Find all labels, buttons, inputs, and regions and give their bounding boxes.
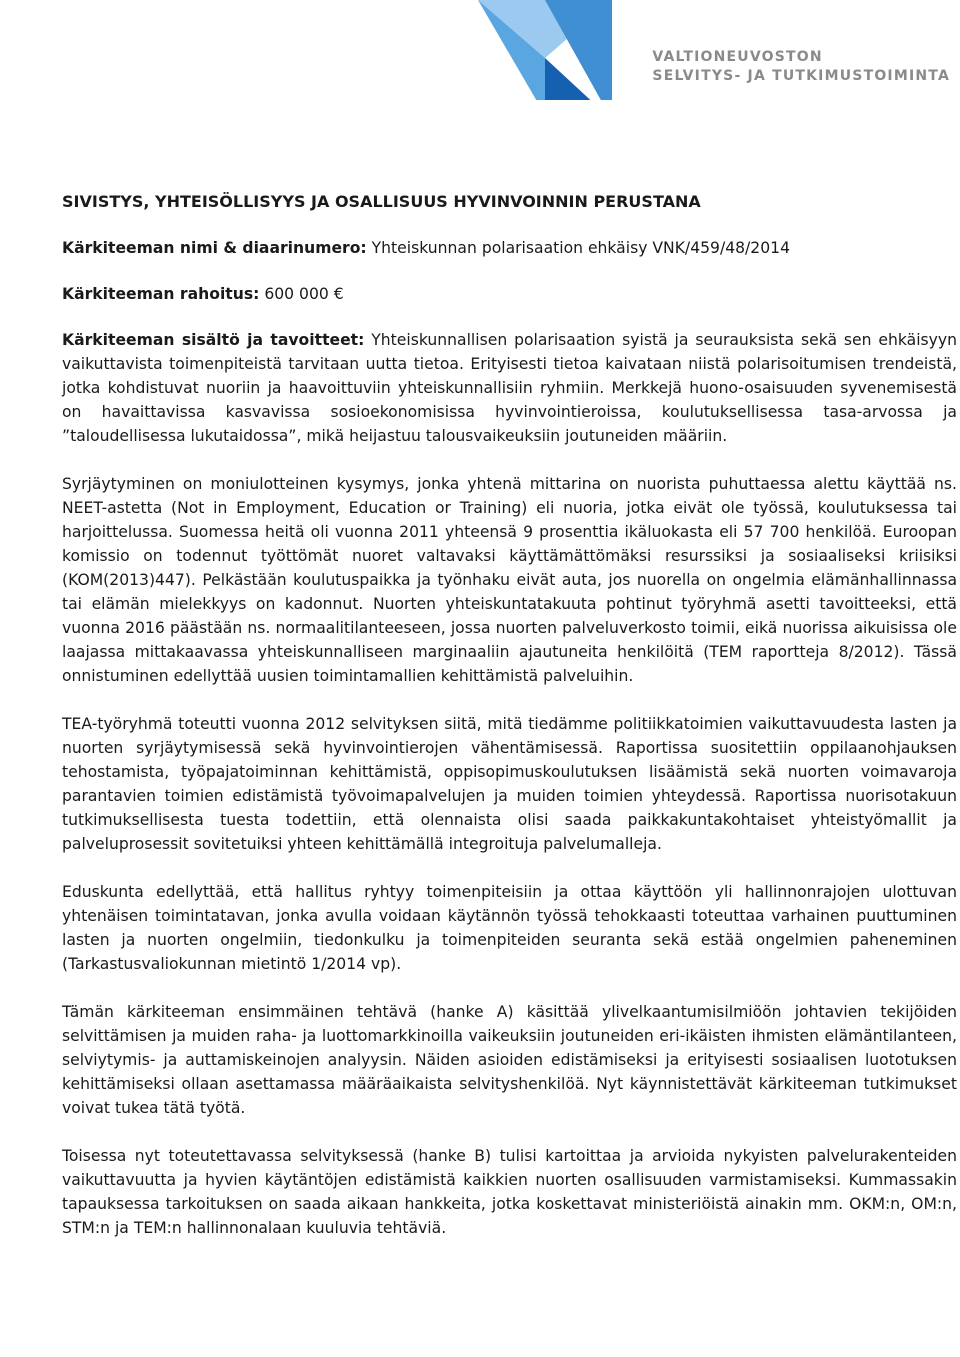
name-value: Yhteiskunnan polarisaation ehkäisy VNK/459/48/2014: [366, 239, 790, 257]
content-field: [62, 328, 957, 448]
paragraph: Tämän kärkiteeman ensimmäinen tehtävä (hanke A) käsittää ylivelkaantumisilmiöön johtavien tekijöiden selvittämisen ja muiden raha- ja luottomarkkinoilla vaikeuksiin joutuneiden eri-ikäisten ihmisten elämäntilanteen, selviytymis- ja auttamiskeinojen analyysin. Näiden asioiden edistämiseksi ja erityisesti sosiaalisen luototuksen kehittämiseksi ollaan asettamassa määräaikaista selvityshenkilöä. Nyt käynnistettävät kärkiteeman tutkimukset voivat tukea tätä työtä.: [62, 1003, 957, 1117]
paragraph: Toisessa nyt toteutettavassa selvityksessä (hanke B) tulisi kartoittaa ja arvioida nykyisten palvelurakenteiden vaikuttavuutta ja hyvien käytäntöjen edistämistä kaikkien nuorten osallisuuden varmistamiseksi. Kummassakin tapauksessa tarkoituksen on saada aikaan hankkeita, jotka koskettavat ministeriöistä ainakin mm. OKM:n, OM:n, STM:n ja TEM:n hallinnonalaan kuuluvia tehtäviä.: [62, 1147, 957, 1237]
funding-value: 600 000 €: [259, 285, 344, 303]
header-logo: [0, 0, 960, 100]
name-field: [62, 236, 957, 260]
paragraph: Syrjäytyminen on moniulotteinen kysymys, jonka yhtenä mittarina on nuorista puhuttaessa alettu käyttää ns. NEET-astetta (Not in Employment, Education or Training) eli nuoria, jotka eivät ole työssä, koulutuksessa tai harjoittelussa. Suomessa heitä oli vuonna 2011 yhteensä 9 prosenttia ikäluokasta eli 57 700 henkilöä. Euroopan komissio on todennut työttömät nuoret valtavaksi käyttämättömäksi resurssiksi ja sosiaaliseksi kriisiksi (KOM(2013)447). Pelkästään koulutuspaikka ja työnhaku eivät auta, jos nuorella on ongelmia elämänhallinnassa tai elämän mielekkyys on kadonnut. Nuorten yhteiskuntatakuuta pohtinut työryhmä asetti tavoitteeksi, että vuonna 2016 päästään ns. normaalitilanteeseen, jossa nuorten palveluverkosto toimii, eikä nuorissa aikuisissa ole laajassa mittakaavassa yhteiskunnalliseen marginaaliin ajautuneita henkilöitä (TEM raportteja 8/2012). Tässä onnistuminen edellyttää uusien toimintamallien kehittämistä palveluihin.: [62, 475, 957, 685]
logo-line-2: SELVITYS- JA TUTKIMUSTOIMINTA: [652, 68, 950, 84]
logo-text: [652, 48, 950, 86]
funding-label: Kärkiteeman rahoitus:: [62, 285, 260, 303]
document-title: SIVISTYS, YHTEISÖLLISYYS JA OSALLISUUS HYVINVOINNIN PERUSTANA: [62, 192, 701, 211]
paragraph: Eduskunta edellyttää, että hallitus ryhtyy toimenpiteisiin ja ottaa käyttöön yli hallinnonrajojen ulottuvan yhtenäisen toimintatavan, jonka avulla voidaan käytännön työssä tehokkaasti toteuttaa varhainen puuttuminen lasten ja nuorten ongelmiin, tiedonkulku ja toimenpiteiden seuranta sekä estää ongelmien paheneminen (Tarkastusvaliokunnan mietintö 1/2014 vp).: [62, 883, 957, 973]
logo-line-1: VALTIONEUVOSTON: [652, 49, 823, 65]
paragraph: TEA-työryhmä toteutti vuonna 2012 selvityksen siitä, mitä tiedämme politiikkatoimien vaikuttavuudesta lasten ja nuorten syrjäytymisessä sekä hyvinvointierojen vähentämisessä. Raportissa suositettiin oppilaanohjauksen tehostamista, työpajatoiminnan kehittämistä, oppisopimuskoulutuksen lisäämistä sekä nuorten voimavaroja parantavien toimien edistämistä työvoimapalvelujen ja muiden toimien yhteydessä. Raportissa nuorisotakuun tutkimuksellisesta tuesta todettiin, että olennaista olisi saada paikkakuntakohtaiset yhteistyömallit ja palveluprosessit sovitetuiksi yhteen kehittämällä integroituja palvelumalleja.: [62, 715, 957, 853]
content-label: Kärkiteeman sisältö ja tavoitteet:: [62, 331, 365, 349]
name-label: Kärkiteeman nimi & diaarinumero:: [62, 239, 367, 257]
document-body: [62, 190, 957, 1264]
content-value: Yhteiskunnallisen polarisaation syistä ja seurauksista sekä sen ehkäisyyn vaikuttavista toimenpiteistä tarvitaan uutta tietoa. Erityisesti tietoa kaivataan niistä polarisoitumisen trendeistä, jotka kohdistuvat nuoriin ja haavoittuviin yhteiskunnallisiin ryhmiin. Merkkejä huono-osaisuuden syvenemisestä on havaittavissa kasvavissa sosioekonomisissa hyvinvointieroissa, koulutuksellisessa tasa-arvossa ja ”taloudellisessa lukutaidossa”, mikä heijastuu talousvaikeuksiin joutuneiden määriin.: [62, 331, 957, 445]
funding-field: [62, 282, 957, 306]
